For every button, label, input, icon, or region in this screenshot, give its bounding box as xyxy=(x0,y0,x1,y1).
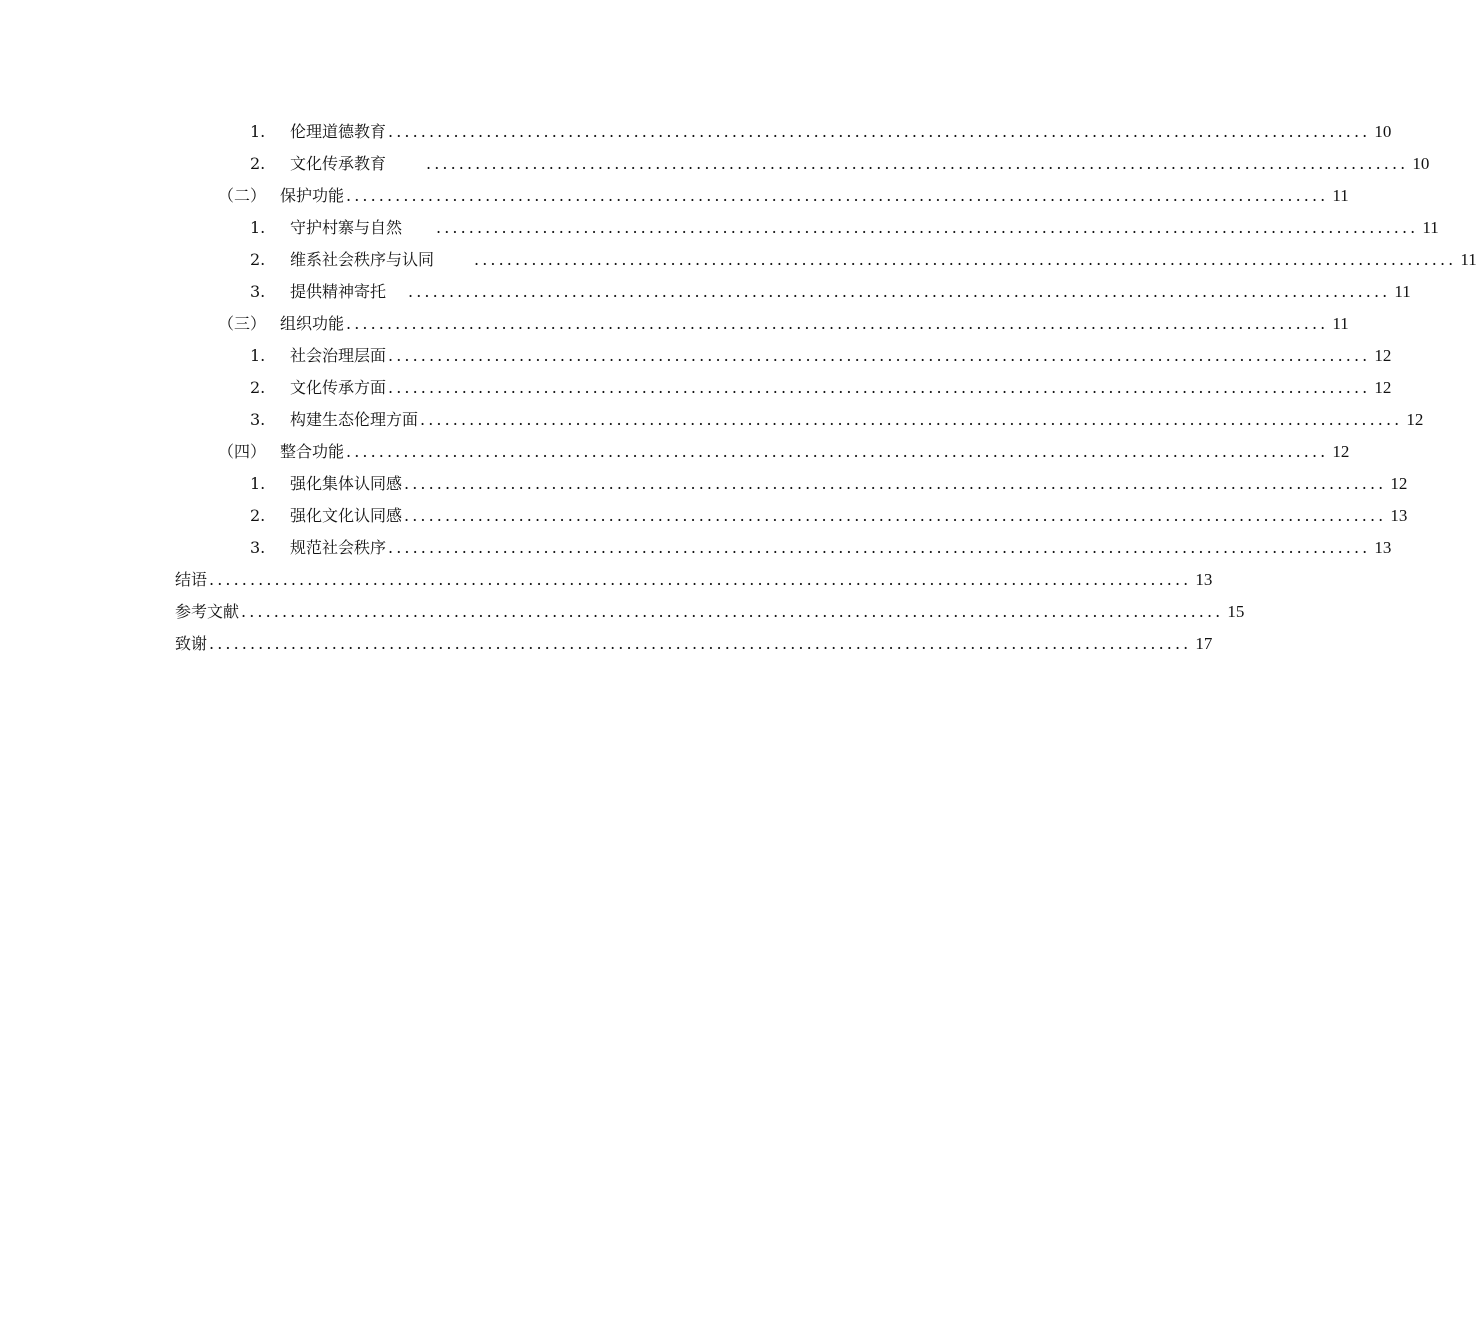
toc-entry[interactable] xyxy=(250,244,1477,276)
toc-entry-page-number: 10 xyxy=(1412,154,1430,173)
toc-entry[interactable] xyxy=(250,148,1430,180)
toc-entry[interactable] xyxy=(218,436,1350,468)
toc-entry-number: 2. xyxy=(250,378,266,397)
toc-entry[interactable] xyxy=(218,308,1349,340)
toc-entry-title: 参考文献 xyxy=(175,602,240,621)
toc-entry-page-number: 11 xyxy=(1394,282,1411,301)
dot-leader: ........................................................................................................................ xyxy=(346,442,1329,461)
toc-entry-page-number: 13 xyxy=(1374,538,1392,557)
toc-entry[interactable] xyxy=(250,276,1411,308)
toc-entry-page-number: 17 xyxy=(1195,634,1213,653)
toc-entry[interactable] xyxy=(250,500,1408,532)
toc-entry[interactable] xyxy=(250,116,1392,148)
dot-leader: ........................................................................................................................ xyxy=(209,570,1192,589)
toc-entry-page-number: 12 xyxy=(1374,346,1392,365)
toc-entry-page-number: 11 xyxy=(1460,250,1477,269)
toc-entry-number: （四） xyxy=(218,442,267,461)
toc-entry-page-number: 11 xyxy=(1332,314,1349,333)
toc-entry-number: （三） xyxy=(218,314,267,333)
toc-entry-title: 致谢 xyxy=(175,634,208,653)
toc-entry[interactable] xyxy=(250,340,1392,372)
toc-entry-title: 文化传承方面 xyxy=(290,378,387,397)
toc-entry-title: 结语 xyxy=(175,570,208,589)
toc-entry-title: 文化传承教育 xyxy=(290,154,387,173)
toc-entry-title: 强化文化认同感 xyxy=(290,506,403,525)
dot-leader: ........................................................................................................................ xyxy=(404,506,1387,525)
toc-entry-page-number: 13 xyxy=(1390,506,1408,525)
toc-entry[interactable] xyxy=(250,532,1392,564)
toc-entry-number: 1. xyxy=(250,346,266,365)
dot-leader: ........................................................................................................................ xyxy=(436,218,1419,237)
toc-entry[interactable] xyxy=(250,404,1424,436)
dot-leader: ........................................................................................................................ xyxy=(408,282,1391,301)
toc-entry[interactable] xyxy=(250,212,1439,244)
toc-entry-page-number: 11 xyxy=(1332,186,1349,205)
toc-entry-number: （二） xyxy=(218,186,267,205)
toc-entry-title: 社会治理层面 xyxy=(290,346,387,365)
toc-entry-page-number: 10 xyxy=(1374,122,1392,141)
dot-leader: ........................................................................................................................ xyxy=(388,378,1371,397)
dot-leader: ........................................................................................................................ xyxy=(346,186,1329,205)
toc-entry-page-number: 12 xyxy=(1406,410,1424,429)
toc-entry-title: 守护村寨与自然 xyxy=(290,218,403,237)
toc-entry-title: 提供精神寄托 xyxy=(290,282,387,301)
toc-entry-page-number: 11 xyxy=(1422,218,1439,237)
dot-leader: ........................................................................................................................ xyxy=(426,154,1409,173)
dot-leader: ........................................................................................................................ xyxy=(388,538,1371,557)
toc-entry-page-number: 12 xyxy=(1374,378,1392,397)
dot-leader: ........................................................................................................................ xyxy=(420,410,1403,429)
dot-leader: ........................................................................................................................ xyxy=(241,602,1224,621)
toc-entry-page-number: 15 xyxy=(1227,602,1245,621)
toc-entry-page-number: 12 xyxy=(1332,442,1350,461)
toc-entry-number: 3. xyxy=(250,410,266,429)
toc-entry[interactable] xyxy=(218,180,1349,212)
toc-entry-number: 1. xyxy=(250,122,266,141)
toc-entry[interactable] xyxy=(250,468,1408,500)
toc-entry-number: 1. xyxy=(250,218,266,237)
toc-entry-number: 1. xyxy=(250,474,266,493)
toc-entry-number: 3. xyxy=(250,538,266,557)
toc-entry-title: 强化集体认同感 xyxy=(290,474,403,493)
toc-entry-number: 2. xyxy=(250,154,266,173)
toc-entry-title: 构建生态伦理方面 xyxy=(290,410,419,429)
toc-entry-number: 2. xyxy=(250,250,266,269)
dot-leader: ........................................................................................................................ xyxy=(474,250,1457,269)
dot-leader: ........................................................................................................................ xyxy=(209,634,1192,653)
toc-entry-page-number: 12 xyxy=(1390,474,1408,493)
toc-entry[interactable] xyxy=(175,596,1245,628)
toc-entry-title: 维系社会秩序与认同 xyxy=(290,250,435,269)
dot-leader: ........................................................................................................................ xyxy=(388,122,1371,141)
toc-entry-number: 2. xyxy=(250,506,266,525)
toc-entry-number: 3. xyxy=(250,282,266,301)
toc-entry[interactable] xyxy=(175,564,1213,596)
toc-entry-title: 组织功能 xyxy=(280,314,345,333)
toc-entry[interactable] xyxy=(175,628,1213,660)
dot-leader: ........................................................................................................................ xyxy=(404,474,1387,493)
dot-leader: ........................................................................................................................ xyxy=(388,346,1371,365)
toc-entry-page-number: 13 xyxy=(1195,570,1213,589)
toc-entry-title: 规范社会秩序 xyxy=(290,538,387,557)
toc-entry-title: 伦理道德教育 xyxy=(290,122,387,141)
toc-entry-title: 保护功能 xyxy=(280,186,345,205)
dot-leader: ........................................................................................................................ xyxy=(346,314,1329,333)
toc-entry-title: 整合功能 xyxy=(280,442,345,461)
toc-entry[interactable] xyxy=(250,372,1392,404)
